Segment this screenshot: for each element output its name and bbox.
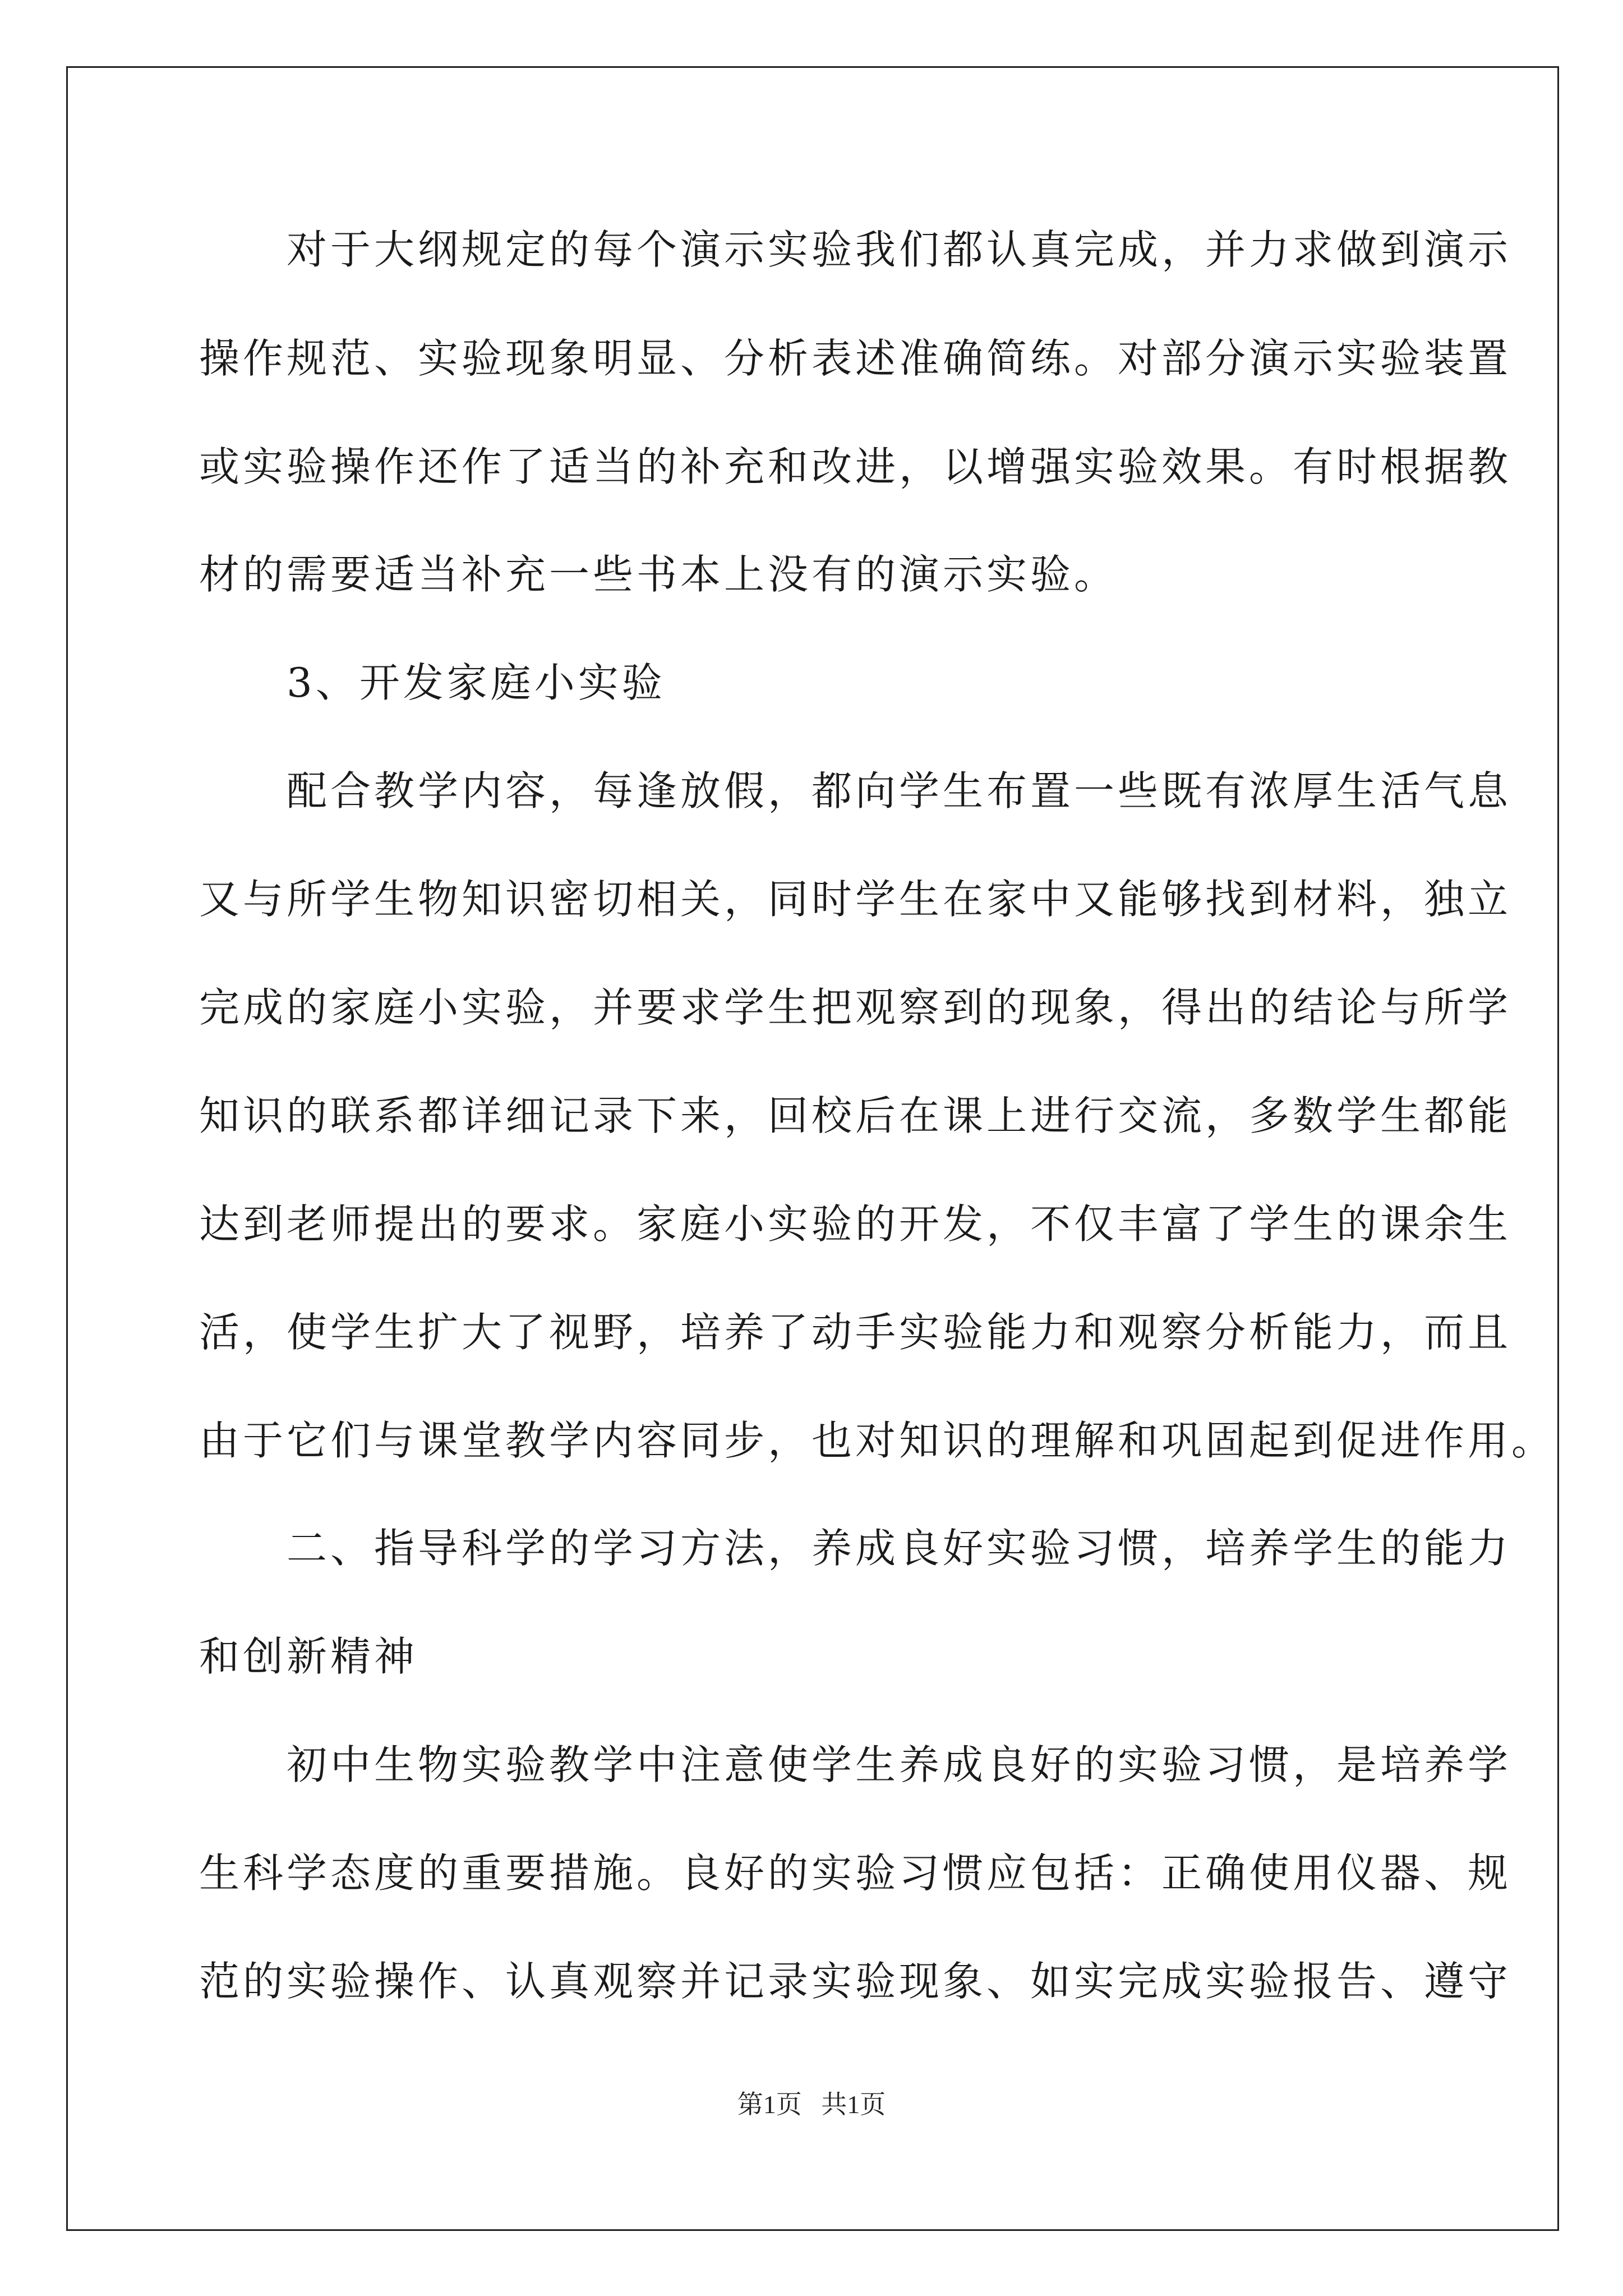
page-number: 第1页 共1页	[737, 2090, 886, 2119]
text-line: 或实验操作还作了适当的补充和改进，以增强实验效果。有时根据教	[199, 443, 1512, 490]
page-footer	[0, 2088, 1623, 2122]
text-line: 达到老师提出的要求。家庭小实验的开发，不仅丰富了学生的课余生	[199, 1200, 1512, 1248]
text-line: 活，使学生扩大了视野，培养了动手实验能力和观察分析能力，而且	[199, 1309, 1512, 1356]
text-line: 配合教学内容，每逢放假，都向学生布置一些既有浓厚生活气息	[199, 767, 1512, 815]
text-line: 又与所学生物知识密切相关，同时学生在家中又能够找到材料，独立	[199, 876, 1512, 923]
text-line: 范的实验操作、认真观察并记录实验现象、如实完成实验报告、遵守	[199, 1958, 1512, 2005]
section-heading: 和创新精神	[199, 1633, 418, 1680]
text-line: 生科学态度的重要措施。良好的实验习惯应包括：正确使用仪器、规	[199, 1849, 1512, 1897]
section-heading: 3、开发家庭小实验	[199, 659, 666, 706]
section-heading: 二、指导科学的学习方法，养成良好实验习惯，培养学生的能力	[199, 1525, 1512, 1572]
page-border	[66, 66, 1559, 2231]
text-line: 知识的联系都详细记录下来，回校后在课上进行交流，多数学生都能	[199, 1092, 1512, 1139]
text-line: 由于它们与课堂教学内容同步，也对知识的理解和巩固起到促进作用。	[199, 1417, 1556, 1464]
text-line: 完成的家庭小实验，并要求学生把观察到的现象，得出的结论与所学	[199, 984, 1512, 1031]
text-line: 材的需要适当补充一些书本上没有的演示实验。	[199, 551, 1118, 598]
text-line: 操作规范、实验现象明显、分析表述准确简练。对部分演示实验装置	[199, 335, 1512, 382]
text-line: 对于大纲规定的每个演示实验我们都认真完成，并力求做到演示	[199, 226, 1512, 273]
text-line: 初中生物实验教学中注意使学生养成良好的实验习惯，是培养学	[199, 1741, 1512, 1788]
